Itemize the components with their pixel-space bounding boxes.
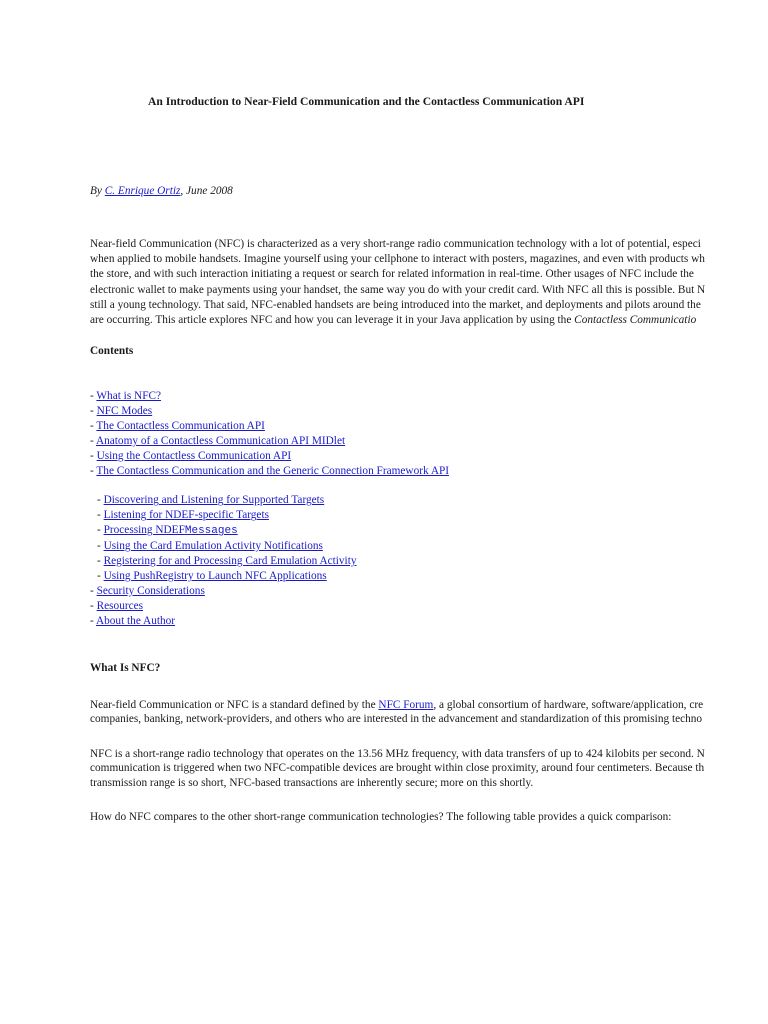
toc-link-nfc-modes[interactable]: NFC Modes	[96, 404, 153, 417]
byline-date: , June 2008	[180, 185, 233, 197]
toc-item: - Using the Contactless Communication API	[90, 449, 292, 462]
toc-subitem: - Registering for and Processing Card Emulation Activity	[97, 555, 357, 568]
toc-item: - About the Author	[90, 614, 176, 627]
toc-link-resources[interactable]: Resources	[96, 599, 144, 612]
toc-link-gcf-api[interactable]: The Contactless Communication and the Generic Connection Framework API	[96, 464, 450, 477]
toc-subitem: - Using the Card Emulation Activity Notifications	[97, 540, 323, 553]
paragraph-line: NFC is a short-range radio technology that operates on the 13.56 MHz frequency, with data transfers of up to 424 kilobits per second. N	[90, 748, 705, 760]
paragraph-line: communication is triggered when two NFC-compatible devices are brought within close proximity, around four centimeters. Because th	[90, 762, 705, 775]
toc-subitem: - Processing NDEFMessages	[97, 524, 238, 538]
toc-item: - Security Considerations	[90, 584, 205, 597]
toc-link-about-author[interactable]: About the Author	[95, 614, 176, 627]
toc-item: - Resources	[90, 599, 144, 612]
paragraph-line: Near-field Communication or NFC is a standard defined by the NFC Forum, a global consortium of hardware, software/application, cre	[90, 699, 704, 711]
section-heading-what-is-nfc: What Is NFC?	[90, 662, 161, 674]
intro-line-last	[90, 313, 768, 328]
ndef-messages-code: Messages	[184, 525, 238, 538]
contents-heading: Contents	[90, 345, 134, 357]
toc-link-anatomy-midlet[interactable]: Anatomy of a Contactless Communication API MIDlet	[95, 434, 346, 447]
intro-line: the store, and with such interaction initiating a request or search for related information in real-time. Other usages of NFC include the	[90, 268, 694, 281]
toc-spacer	[90, 478, 449, 493]
intro-line: electronic wallet to make payments using your handset, the same way you do with your credit card. With NFC all this is possible. But N	[90, 283, 706, 296]
toc-link-ndef-targets[interactable]: Listening for NDEF-specific Targets	[103, 509, 269, 522]
intro-line: when applied to mobile handsets. Imagine yourself using your cellphone to interact with posters, magazines, and even with products wh	[90, 253, 705, 266]
toc-item: - The Contactless Communication and the Generic Connection Framework API	[90, 464, 450, 477]
table-of-contents	[90, 389, 449, 629]
author-link[interactable]: C. Enrique Ortiz	[104, 185, 181, 197]
intro-line: Near-field Communication (NFC) is characterized as a very short-range radio communication technology with a lot of potential, especi	[90, 238, 701, 250]
toc-link-pushregistry[interactable]: Using PushRegistry to Launch NFC Applications	[103, 569, 327, 582]
toc-link-security[interactable]: Security Considerations	[96, 584, 205, 597]
toc-item: - The Contactless Communication API	[90, 419, 265, 432]
byline-prefix: By	[90, 185, 105, 197]
toc-subitem: - Discovering and Listening for Supported Targets	[97, 494, 325, 507]
paragraph-nfc-forum	[90, 698, 768, 727]
paragraph-comparison	[90, 810, 768, 824]
nfc-forum-link[interactable]: NFC Forum	[378, 699, 434, 711]
toc-link-processing-ndef[interactable]: Processing NDEFMessages	[103, 524, 238, 538]
toc-link-using-api[interactable]: Using the Contactless Communication API	[96, 449, 292, 462]
toc-link-card-emulation-notifications[interactable]: Using the Card Emulation Activity Notifications	[103, 540, 323, 553]
toc-link-registering-card-emulation[interactable]: Registering for and Processing Card Emulation Activity	[103, 555, 357, 568]
intro-paragraph	[90, 237, 768, 328]
paragraph-line: How do NFC compares to the other short-range communication technologies? The following table provides a quick comparison:	[90, 811, 672, 823]
paragraph-short-range	[90, 747, 768, 790]
toc-subitem: - Using PushRegistry to Launch NFC Applications	[97, 569, 327, 582]
paragraph-line: companies, banking, network-providers, and others who are interested in the advancement and standardization of this promising techno	[90, 713, 703, 726]
toc-link-contactless-api[interactable]: The Contactless Communication API	[96, 419, 265, 432]
intro-line: still a young technology. That said, NFC-enabled handsets are being introduced into the market, and deployments and pilots around the	[90, 298, 701, 311]
toc-item: - What is NFC?	[90, 390, 162, 402]
toc-link-what-is-nfc[interactable]: What is NFC?	[96, 390, 162, 402]
toc-item: - Anatomy of a Contactless Communication API MIDlet	[90, 434, 346, 447]
api-name-italic: Contactless Communicatio	[574, 314, 697, 327]
toc-link-discovering-targets[interactable]: Discovering and Listening for Supported Targets	[103, 494, 325, 507]
toc-item: - NFC Modes	[90, 404, 153, 417]
toc-subitem: - Listening for NDEF-specific Targets	[97, 509, 269, 522]
byline	[90, 185, 233, 197]
paragraph-line: transmission range is so short, NFC-based transactions are inherently secure; more on this shortly.	[90, 776, 534, 789]
page-title: An Introduction to Near-Field Communication and the Contactless Communication API	[148, 95, 585, 108]
intro-line-text: are occurring. This article explores NFC and how you can leverage it in your Java application by using the	[90, 314, 575, 327]
